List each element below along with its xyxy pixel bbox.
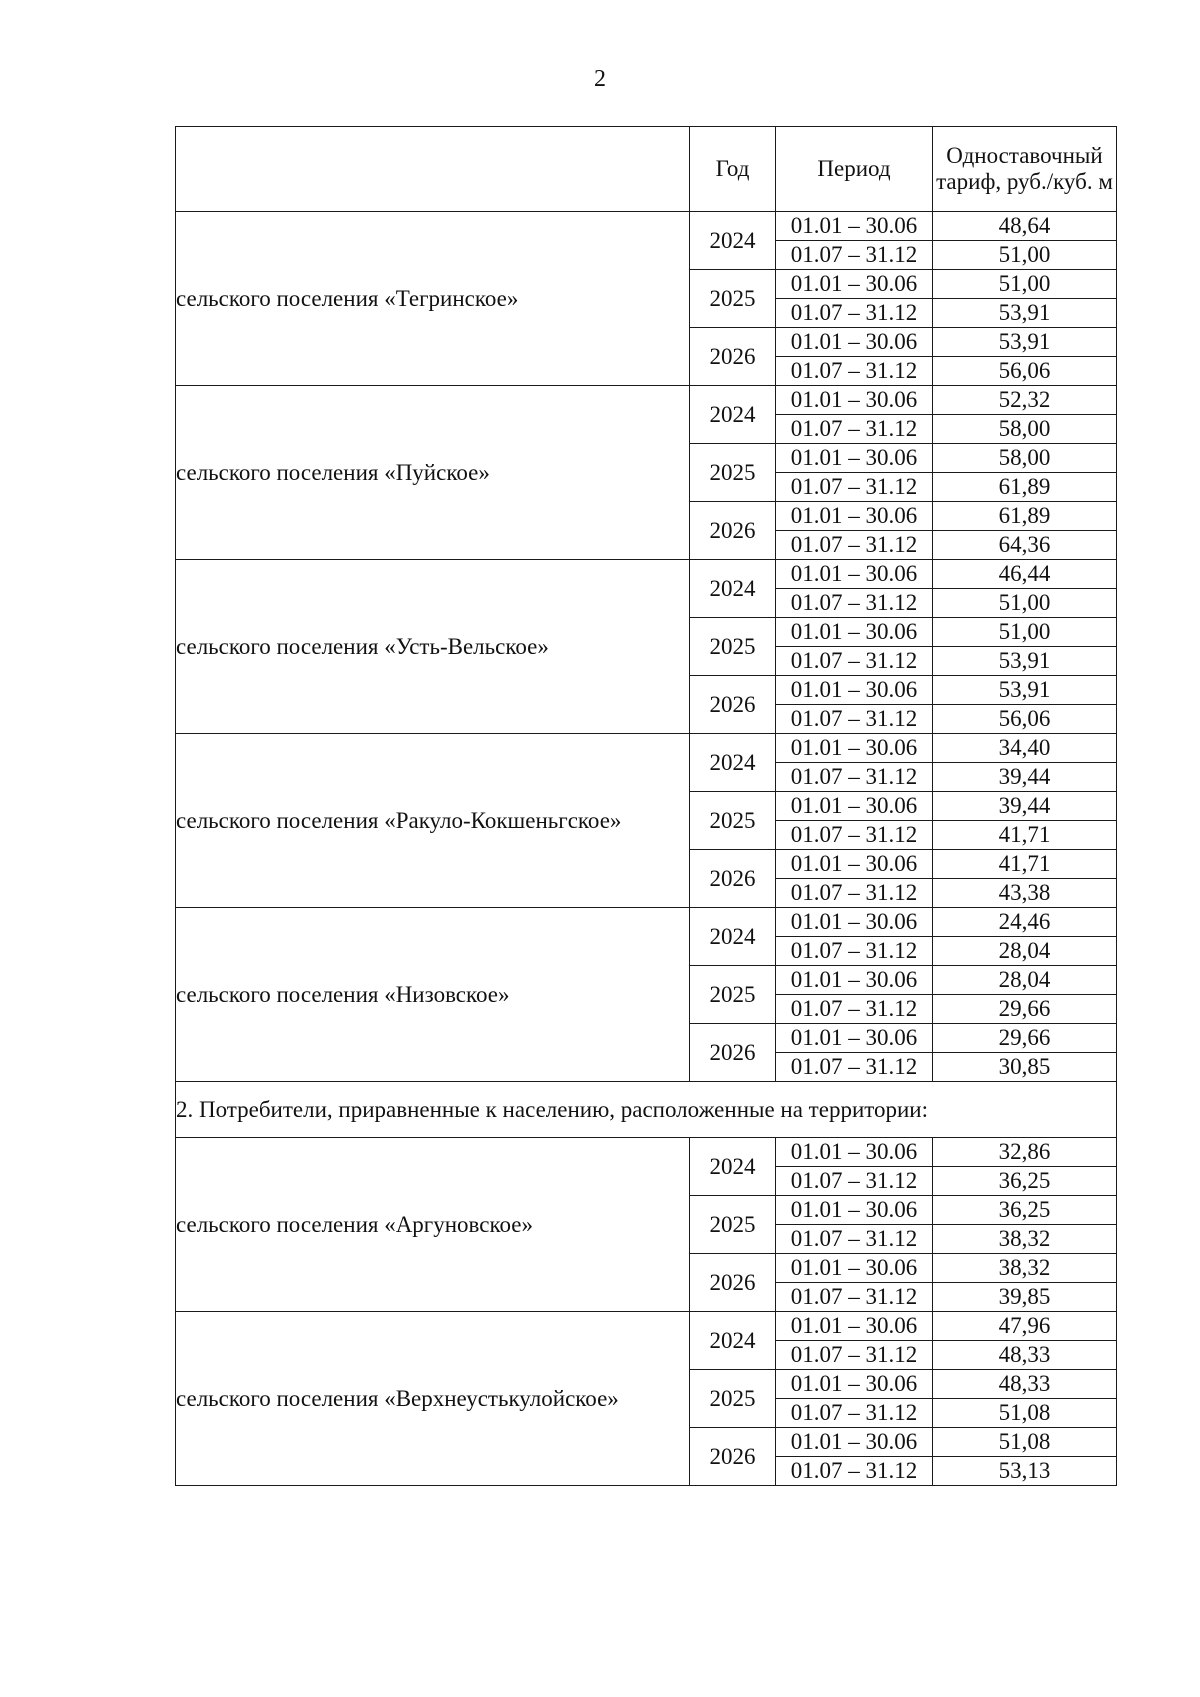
table-row <box>176 908 1117 937</box>
header-year: Год <box>690 127 776 212</box>
page-number: 2 <box>594 66 606 92</box>
tariff-cell: 29,66 <box>933 1024 1117 1053</box>
period-cell: 01.07 – 31.12 <box>776 415 933 444</box>
year-cell: 2026 <box>690 1254 776 1312</box>
year-cell: 2025 <box>690 444 776 502</box>
tariff-cell: 51,00 <box>933 589 1117 618</box>
period-cell: 01.07 – 31.12 <box>776 1341 933 1370</box>
tariff-cell: 51,00 <box>933 618 1117 647</box>
period-cell: 01.01 – 30.06 <box>776 212 933 241</box>
tariff-cell: 53,91 <box>933 676 1117 705</box>
settlement-name: сельского поселения «Аргуновское» <box>176 1138 690 1312</box>
table-row <box>176 560 1117 589</box>
period-cell: 01.01 – 30.06 <box>776 328 933 357</box>
period-cell: 01.01 – 30.06 <box>776 792 933 821</box>
tariff-cell: 64,36 <box>933 531 1117 560</box>
section-block <box>176 1082 1117 1138</box>
year-cell: 2026 <box>690 1428 776 1486</box>
period-cell: 01.01 – 30.06 <box>776 850 933 879</box>
year-cell: 2025 <box>690 966 776 1024</box>
tariff-table-body-population <box>176 212 1117 1082</box>
period-cell: 01.07 – 31.12 <box>776 357 933 386</box>
year-cell: 2026 <box>690 1024 776 1082</box>
period-cell: 01.01 – 30.06 <box>776 1138 933 1167</box>
tariff-cell: 39,44 <box>933 763 1117 792</box>
year-cell: 2026 <box>690 850 776 908</box>
period-cell: 01.01 – 30.06 <box>776 734 933 763</box>
tariff-table-header <box>176 127 1117 212</box>
tariff-cell: 41,71 <box>933 821 1117 850</box>
period-cell: 01.01 – 30.06 <box>776 618 933 647</box>
tariff-cell: 34,40 <box>933 734 1117 763</box>
tariff-cell: 28,04 <box>933 966 1117 995</box>
tariff-table <box>175 126 1117 1486</box>
year-cell: 2026 <box>690 502 776 560</box>
period-cell: 01.07 – 31.12 <box>776 1457 933 1486</box>
section-row <box>176 1082 1117 1138</box>
year-cell: 2026 <box>690 328 776 386</box>
period-cell: 01.07 – 31.12 <box>776 1053 933 1082</box>
tariff-cell: 48,33 <box>933 1370 1117 1399</box>
settlement-name: сельского поселения «Пуйское» <box>176 386 690 560</box>
period-cell: 01.01 – 30.06 <box>776 1428 933 1457</box>
tariff-cell: 53,91 <box>933 328 1117 357</box>
tariff-cell: 29,66 <box>933 995 1117 1024</box>
tariff-cell: 46,44 <box>933 560 1117 589</box>
period-cell: 01.07 – 31.12 <box>776 937 933 966</box>
period-cell: 01.07 – 31.12 <box>776 879 933 908</box>
section-title: 2. Потребители, приравненные к населению, расположенные на территории: <box>176 1082 1117 1138</box>
table-row <box>176 734 1117 763</box>
period-cell: 01.07 – 31.12 <box>776 1225 933 1254</box>
year-cell: 2024 <box>690 908 776 966</box>
period-cell: 01.01 – 30.06 <box>776 1312 933 1341</box>
year-cell: 2026 <box>690 676 776 734</box>
period-cell: 01.07 – 31.12 <box>776 531 933 560</box>
year-cell: 2024 <box>690 560 776 618</box>
settlement-name: сельского поселения «Верхнеустькулойское» <box>176 1312 690 1486</box>
period-cell: 01.01 – 30.06 <box>776 270 933 299</box>
table-row <box>176 386 1117 415</box>
tariff-cell: 51,08 <box>933 1399 1117 1428</box>
period-cell: 01.07 – 31.12 <box>776 1167 933 1196</box>
period-cell: 01.01 – 30.06 <box>776 1196 933 1225</box>
tariff-cell: 51,00 <box>933 241 1117 270</box>
year-cell: 2024 <box>690 386 776 444</box>
period-cell: 01.01 – 30.06 <box>776 1024 933 1053</box>
tariff-cell: 53,91 <box>933 647 1117 676</box>
period-cell: 01.07 – 31.12 <box>776 763 933 792</box>
period-cell: 01.01 – 30.06 <box>776 966 933 995</box>
year-cell: 2025 <box>690 270 776 328</box>
period-cell: 01.07 – 31.12 <box>776 1283 933 1312</box>
period-cell: 01.01 – 30.06 <box>776 444 933 473</box>
tariff-cell: 61,89 <box>933 473 1117 502</box>
tariff-cell: 51,08 <box>933 1428 1117 1457</box>
year-cell: 2024 <box>690 212 776 270</box>
tariff-cell: 51,00 <box>933 270 1117 299</box>
settlement-name: сельского поселения «Тегринское» <box>176 212 690 386</box>
year-cell: 2025 <box>690 618 776 676</box>
year-cell: 2025 <box>690 792 776 850</box>
period-cell: 01.01 – 30.06 <box>776 502 933 531</box>
period-cell: 01.07 – 31.12 <box>776 589 933 618</box>
tariff-cell: 36,25 <box>933 1167 1117 1196</box>
tariff-cell: 53,91 <box>933 299 1117 328</box>
tariff-cell: 61,89 <box>933 502 1117 531</box>
period-cell: 01.01 – 30.06 <box>776 560 933 589</box>
settlement-name: сельского поселения «Ракуло-Кокшеньгское» <box>176 734 690 908</box>
tariff-cell: 52,32 <box>933 386 1117 415</box>
year-cell: 2025 <box>690 1196 776 1254</box>
period-cell: 01.01 – 30.06 <box>776 908 933 937</box>
period-cell: 01.01 – 30.06 <box>776 1370 933 1399</box>
header-row <box>176 127 1117 212</box>
tariff-cell: 43,38 <box>933 879 1117 908</box>
settlement-name: сельского поселения «Низовское» <box>176 908 690 1082</box>
period-cell: 01.07 – 31.12 <box>776 299 933 328</box>
period-cell: 01.07 – 31.12 <box>776 241 933 270</box>
tariff-cell: 28,04 <box>933 937 1117 966</box>
header-settlement <box>176 127 690 212</box>
tariff-table-body-equivalent <box>176 1138 1117 1486</box>
table-row <box>176 1138 1117 1167</box>
header-tariff: Одноставочный тариф, руб./куб. м <box>933 127 1117 212</box>
tariff-cell: 39,85 <box>933 1283 1117 1312</box>
tariff-cell: 53,13 <box>933 1457 1117 1486</box>
table-row <box>176 212 1117 241</box>
period-cell: 01.01 – 30.06 <box>776 1254 933 1283</box>
period-cell: 01.01 – 30.06 <box>776 676 933 705</box>
period-cell: 01.07 – 31.12 <box>776 705 933 734</box>
period-cell: 01.07 – 31.12 <box>776 995 933 1024</box>
tariff-cell: 24,46 <box>933 908 1117 937</box>
year-cell: 2024 <box>690 734 776 792</box>
settlement-name: сельского поселения «Усть-Вельское» <box>176 560 690 734</box>
period-cell: 01.07 – 31.12 <box>776 821 933 850</box>
period-cell: 01.01 – 30.06 <box>776 386 933 415</box>
tariff-cell: 48,33 <box>933 1341 1117 1370</box>
tariff-cell: 36,25 <box>933 1196 1117 1225</box>
period-cell: 01.07 – 31.12 <box>776 473 933 502</box>
year-cell: 2024 <box>690 1138 776 1196</box>
tariff-cell: 30,85 <box>933 1053 1117 1082</box>
tariff-cell: 56,06 <box>933 357 1117 386</box>
tariff-cell: 48,64 <box>933 212 1117 241</box>
tariff-cell: 47,96 <box>933 1312 1117 1341</box>
header-period: Период <box>776 127 933 212</box>
tariff-cell: 58,00 <box>933 444 1117 473</box>
period-cell: 01.07 – 31.12 <box>776 647 933 676</box>
tariff-cell: 39,44 <box>933 792 1117 821</box>
period-cell: 01.07 – 31.12 <box>776 1399 933 1428</box>
tariff-cell: 38,32 <box>933 1225 1117 1254</box>
year-cell: 2024 <box>690 1312 776 1370</box>
tariff-cell: 56,06 <box>933 705 1117 734</box>
table-row <box>176 1312 1117 1341</box>
tariff-cell: 38,32 <box>933 1254 1117 1283</box>
year-cell: 2025 <box>690 1370 776 1428</box>
tariff-cell: 58,00 <box>933 415 1117 444</box>
tariff-cell: 41,71 <box>933 850 1117 879</box>
tariff-cell: 32,86 <box>933 1138 1117 1167</box>
